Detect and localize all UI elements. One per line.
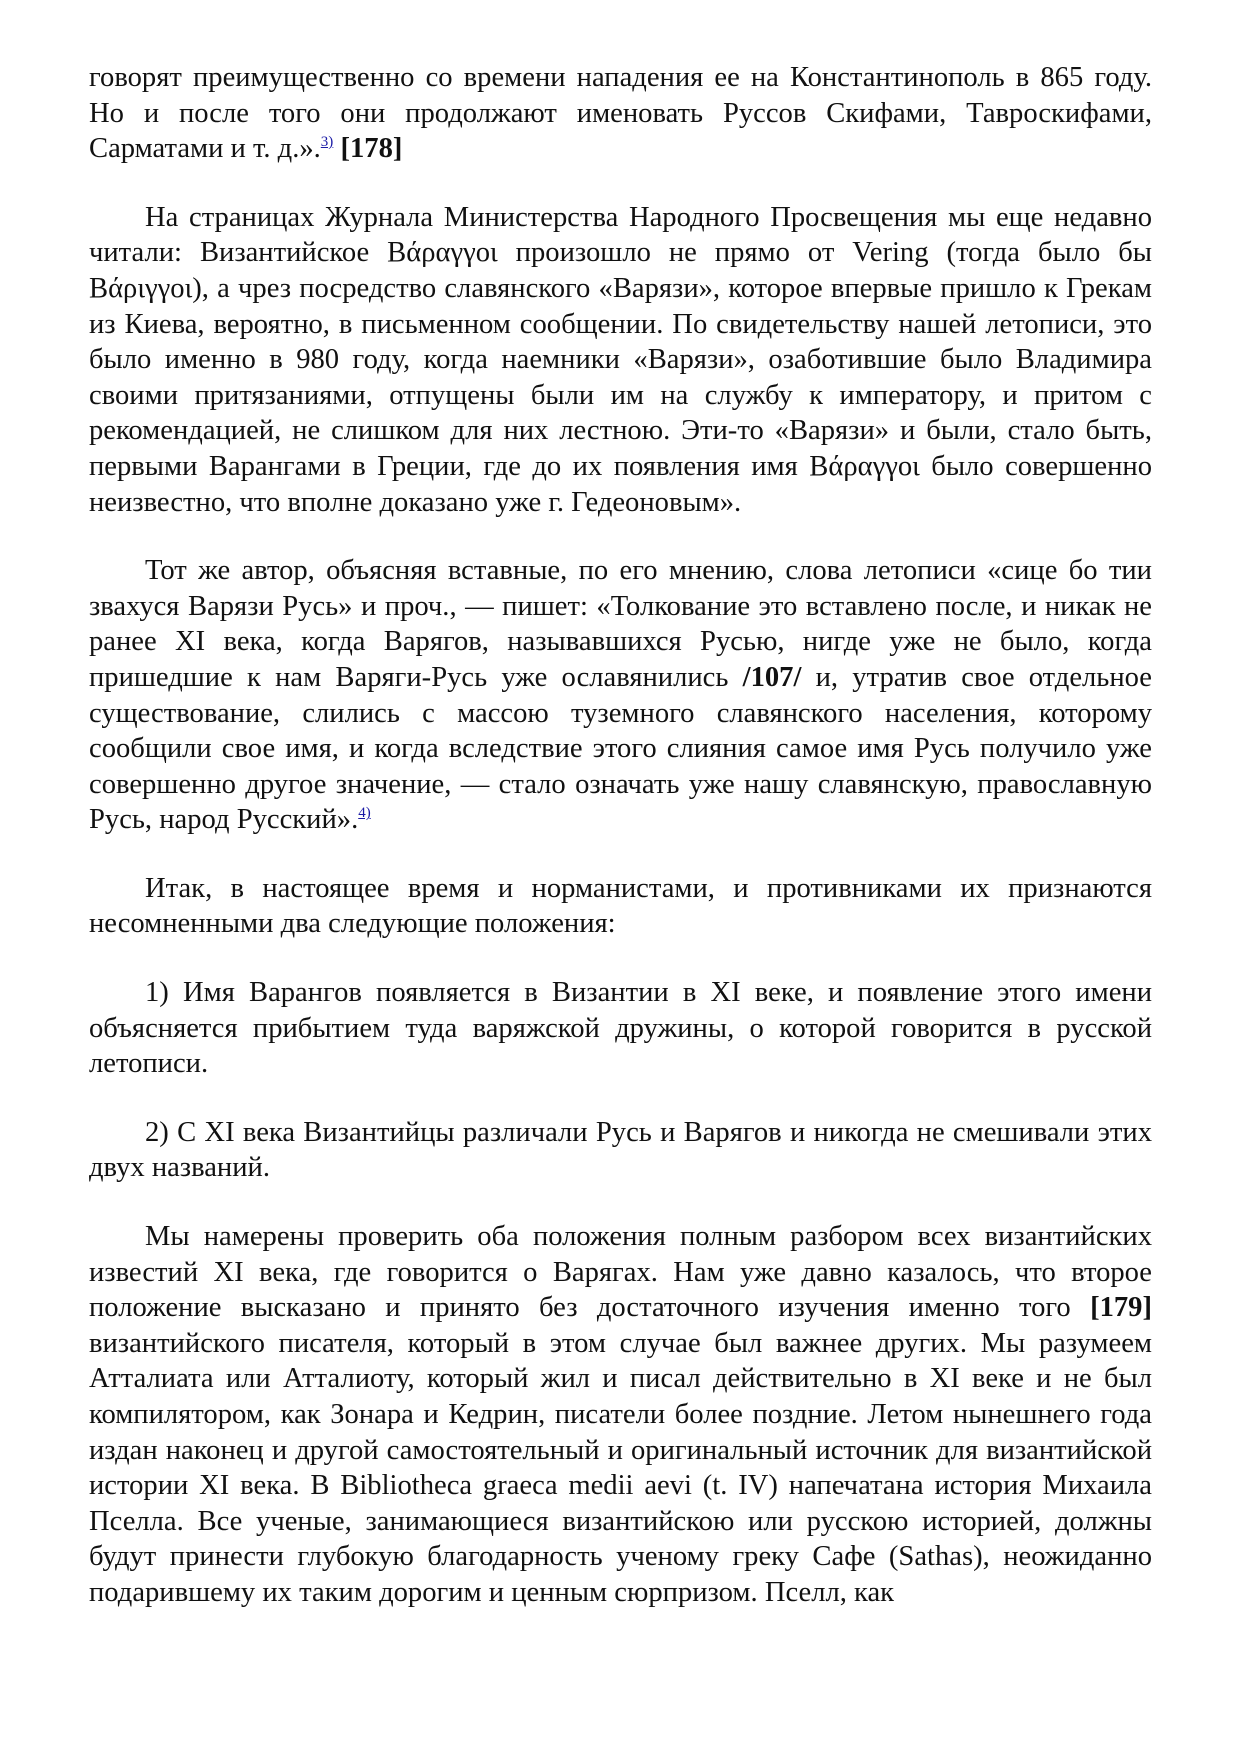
paragraph-2 <box>89 200 1152 520</box>
page-marker-178: [178] <box>340 133 403 165</box>
footnote-link-4[interactable]: 4) <box>358 805 371 822</box>
paragraph-1-text: говорят преимущественно со времени нападения ее на Константинополь в 865 году. Но и после того они продолжают именовать Руссов Скифами, Тавроскифами, Сарматами и т. д.». <box>89 62 1152 165</box>
paragraph-5 <box>89 975 1152 1082</box>
page-marker-107: /107/ <box>742 661 802 693</box>
document-page <box>89 60 1152 1611</box>
paragraph-7-text-a: Мы намерены проверить оба положения полным разбором всех византийских известий XI века, где говорится о Варягах. Нам уже давно казалось, что второе положение высказано и принято без достаточного изучения именно того <box>89 1221 1152 1324</box>
paragraph-6 <box>89 1115 1152 1186</box>
paragraph-7-text-b: византийского писателя, который в этом случае был важнее других. Мы разумеем Атталиата или Атталиоту, который жил и писал действительно в XI веке и не был компилятором, как Зонара и Кедрин, писатели более поздние. Летом нынешнего года издан наконец и другой самостоятельный и оригинальный источник для византийской истории XI века. В Bibliotheca graeca medii aevi (t. IV) напечатана история Михаила Пселла. Все ученые, занимающиеся византийскою или русскою историей, должны будут принести глубокую благодарность ученому греку Сафе (Sathas), неожиданно подарившему их таким дорогим и ценным сюрпризом. Пселл, как <box>89 1327 1152 1608</box>
paragraph-4-text: Итак, в настоящее время и норманистами, и противниками их признаются несомненными два следующие положения: <box>89 872 1152 940</box>
paragraph-4 <box>89 871 1152 942</box>
footnote-link-3[interactable]: 3) <box>320 134 334 151</box>
paragraph-3-text-b: и, утратив свое отдельное существование, слились с массою туземного славянского населения, которому сообщили свое имя, и когда вследствие этого слияния самое имя Русь получило уже совершенно другое значение, — стало означать уже нашу славянскую, православную Русь, народ Русский». <box>89 661 1152 836</box>
paragraph-1 <box>89 60 1152 167</box>
paragraph-3-text-a: Тот же автор, объясняя вставные, по его мнению, слова летописи «сице бо тии звахуся Варязи Русь» и проч., — пишет: «Толкование это вставлено после, и никак не ранее XI века, когда Варягов, называвшихся Русью, нигде уже не было, когда пришедшие к нам Варяги-Русь уже ославянились <box>89 555 1152 693</box>
paragraph-5-text: 1) Имя Варангов появляется в Византии в XI веке, и появление этого имени объясняется прибытием туда варяжской дружины, о которой говорится в русской летописи. <box>89 977 1152 1080</box>
paragraph-2-text: На страницах Журнала Министерства Народного Просвещения мы еще недавно читали: Византийское Βάραγγοι произошло не прямо от Vering (тогда было бы Βάριγγοι), а чрез посредство славянского «Варязи», которое впервые пришло к Грекам из Киева, вероятно, в письменном сообщении. По свидетельству нашей летописи, это было именно в 980 году, когда наемники «Варязи», озаботившие было Владимира своими притязаниями, отпущены были им на службу к императору, и притом с рекомендацией, не слишком для них лестною. Эти-то «Варязи» и были, стало быть, первыми Варангами в Греции, где до их появления имя Βάραγγοι было совершенно неизвестно, что вполне доказано уже г. Гедеоновым». <box>89 201 1152 518</box>
paragraph-7 <box>89 1219 1152 1611</box>
paragraph-3 <box>89 553 1152 838</box>
page-marker-179: [179] <box>1090 1292 1152 1324</box>
paragraph-6-text: 2) С XI века Византийцы различали Русь и Варягов и никогда не смешивали этих двух названий. <box>89 1116 1152 1184</box>
